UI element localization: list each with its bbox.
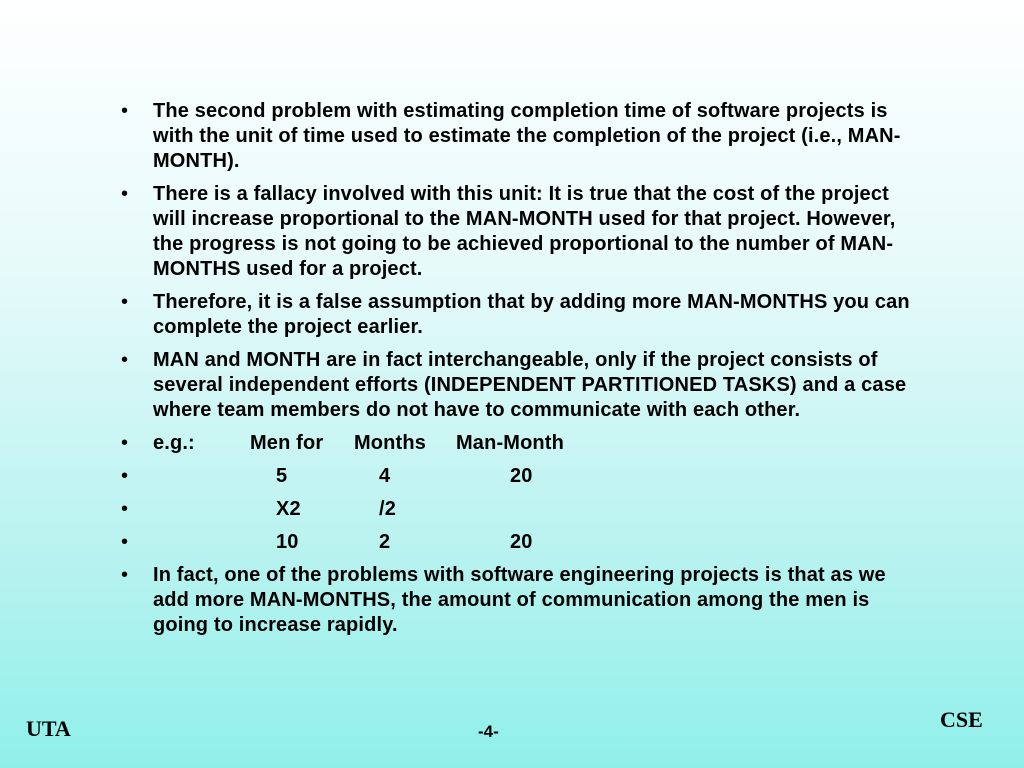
example-header-row — [115, 431, 915, 456]
cell-months: /2 — [379, 498, 396, 520]
column-header-man-month: Man-Month — [456, 432, 564, 454]
bullet-item — [115, 348, 915, 423]
page-number: -4- — [478, 722, 499, 741]
bullet-item — [115, 99, 915, 174]
cell-man-month: 20 — [510, 465, 533, 487]
bullet-icon: • — [121, 564, 129, 586]
bullet-icon: • — [121, 432, 129, 454]
example-row — [115, 530, 915, 555]
example-row — [115, 464, 915, 489]
footer-right-label: CSE — [940, 707, 983, 732]
bullet-icon: • — [121, 349, 129, 371]
slide-content — [115, 99, 915, 646]
bullet-icon: • — [121, 183, 129, 205]
column-header-months: Months — [354, 432, 426, 454]
example-row — [115, 497, 915, 522]
cell-men: 5 — [276, 465, 288, 487]
cell-months: 2 — [379, 531, 391, 553]
bullet-text: There is a fallacy involved with this unit: It is true that the cost of the project will increase proportional to the MAN-MONTH used for that project. However, the progress is not going to be achieved proportional to the number of MAN-MONTHS used for a project. — [153, 183, 896, 280]
bullet-icon: • — [121, 291, 129, 313]
bullet-item — [115, 290, 915, 340]
cell-men: X2 — [276, 498, 301, 520]
bullet-text: Therefore, it is a false assumption that by adding more MAN-MONTHS you can complete the project earlier. — [153, 291, 910, 338]
column-header-men: Men for — [250, 432, 324, 454]
bullet-text: In fact, one of the problems with software engineering projects is that as we add more MAN-MONTHS, the amount of communication among the men is going to increase rapidly. — [153, 564, 886, 636]
bullet-icon: • — [121, 100, 129, 122]
bullet-item — [115, 182, 915, 282]
bullet-icon: • — [121, 498, 129, 520]
cell-men: 10 — [276, 531, 299, 553]
cell-months: 4 — [379, 465, 391, 487]
example-label: e.g.: — [153, 432, 195, 454]
cell-man-month: 20 — [510, 531, 533, 553]
bullet-icon: • — [121, 531, 129, 553]
bullet-icon: • — [121, 465, 129, 487]
bullet-item — [115, 563, 915, 638]
bullet-text: The second problem with estimating completion time of software projects is with the unit of time used to estimate the completion of the project (i.e., MAN-MONTH). — [153, 100, 901, 172]
bullet-text: MAN and MONTH are in fact interchangeable, only if the project consists of several independent efforts (INDEPENDENT PARTITIONED TASKS) and a case where team members do not have to communicate with each other. — [153, 349, 907, 421]
footer-left-label: UTA — [26, 716, 71, 741]
